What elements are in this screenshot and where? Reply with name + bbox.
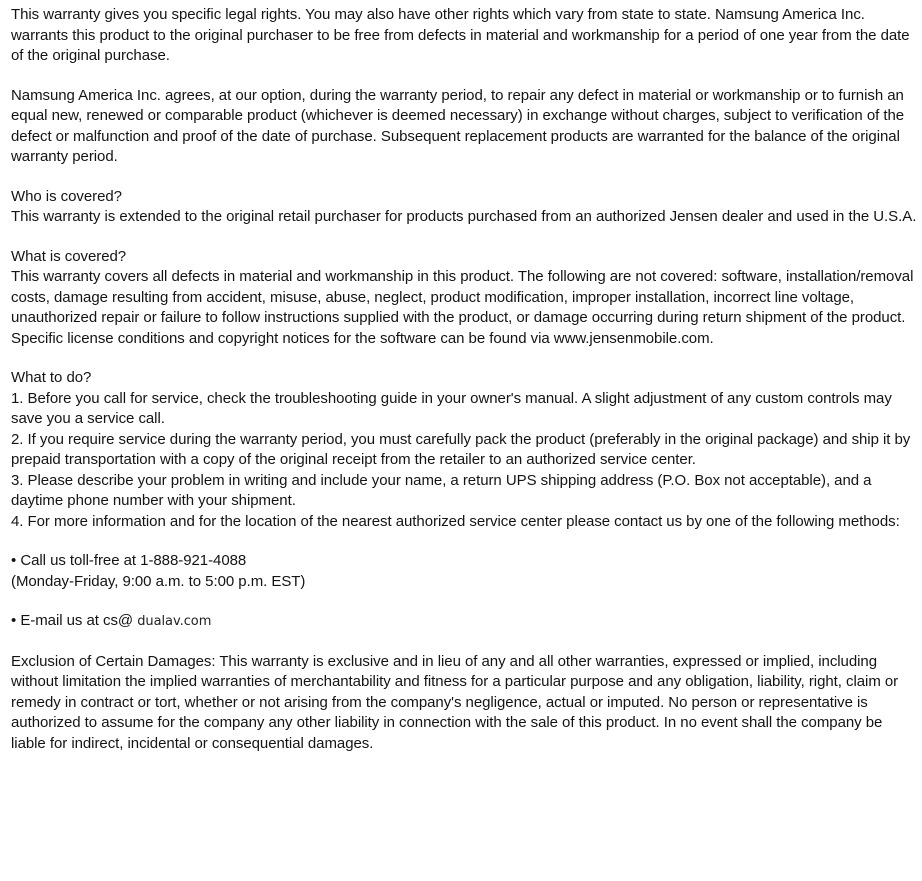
steps-list <box>11 389 917 533</box>
who-covered-section <box>11 187 917 228</box>
warranty-document <box>11 5 917 754</box>
what-covered-section <box>11 247 917 350</box>
step-item: 3. Please describe your problem in writing and include your name, a return UPS shipping address (P.O. Box not acceptable), and a daytime phone number with your shipment. <box>11 471 872 509</box>
repair-paragraph: Namsung America Inc. agrees, at our option, during the warranty period, to repair any defect in material or workmanship or to furnish an equal new, renewed or comparable product (whichever is deemed necessary) in exchange without charges, subject to verification of the defect or malfunction and proof of the date of purchase. Subsequent replacement products are warranted for the balance of the original warranty period. <box>11 86 905 165</box>
who-covered-text: This warranty is extended to the original retail purchaser for products purchased from an authorized Jensen dealer and used in the U.S.A. <box>11 208 917 225</box>
email-prefix: • E-mail us at cs@ <box>11 612 134 629</box>
what-to-do-heading: What to do? <box>11 369 92 386</box>
step-item: 1. Before you call for service, check the troubleshooting guide in your owner's manual. A slight adjustment of any custom controls may save you a service call. <box>11 389 892 427</box>
exclusion-paragraph: Exclusion of Certain Damages: This warranty is exclusive and in lieu of any and all other warranties, expressed or implied, including without limitation the implied warranties of merchantability and fitness for a particular purpose and any obligation, liability, right, claim or remedy in contract or tort, whether or not arising from the company's negligence, actual or imputed. No person or representative is authorized to assume for the company any other liability in connection with the sale of this product. In no event shall the company be liable for indirect, incidental or consequential damages. <box>11 652 899 752</box>
email-contact <box>11 611 917 633</box>
phone-contact <box>11 551 917 592</box>
what-to-do-section <box>11 368 917 532</box>
email-domain: dualav.com <box>133 614 212 629</box>
intro-paragraph: This warranty gives you specific legal rights. You may also have other rights which vary from state to state. Namsung America Inc. warrants this product to the original purchaser to be free from defects in material and workmanship for a period of one year from the date of the original purchase. <box>11 6 910 64</box>
phone-line: • Call us toll-free at 1-888-921-4088 <box>11 552 247 569</box>
step-item: 4. For more information and for the location of the nearest authorized service center please contact us by one of the following methods: <box>11 512 900 530</box>
who-covered-heading: Who is covered? <box>11 187 122 205</box>
what-covered-heading: What is covered? <box>11 247 127 265</box>
hours-line: (Monday-Friday, 9:00 a.m. to 5:00 p.m. EST) <box>11 572 306 590</box>
step-item: 2. If you require service during the warranty period, you must carefully pack the product (preferably in the original package) and ship it by prepaid transportation with a copy of the original receipt from the retailer to an authorized service center. <box>11 430 911 468</box>
what-covered-text: This warranty covers all defects in material and workmanship in this product. The following are not covered: software, installation/removal costs, damage resulting from accident, misuse, abuse, neglect, product modification, improper installation, incorrect line voltage, unauthorized repair or failure to follow instructions supplied with the product, or damage occurring during return shipment of the product. Specific license conditions and copyright notices for the software can be found via www.jensenmobile.com. <box>11 268 914 347</box>
